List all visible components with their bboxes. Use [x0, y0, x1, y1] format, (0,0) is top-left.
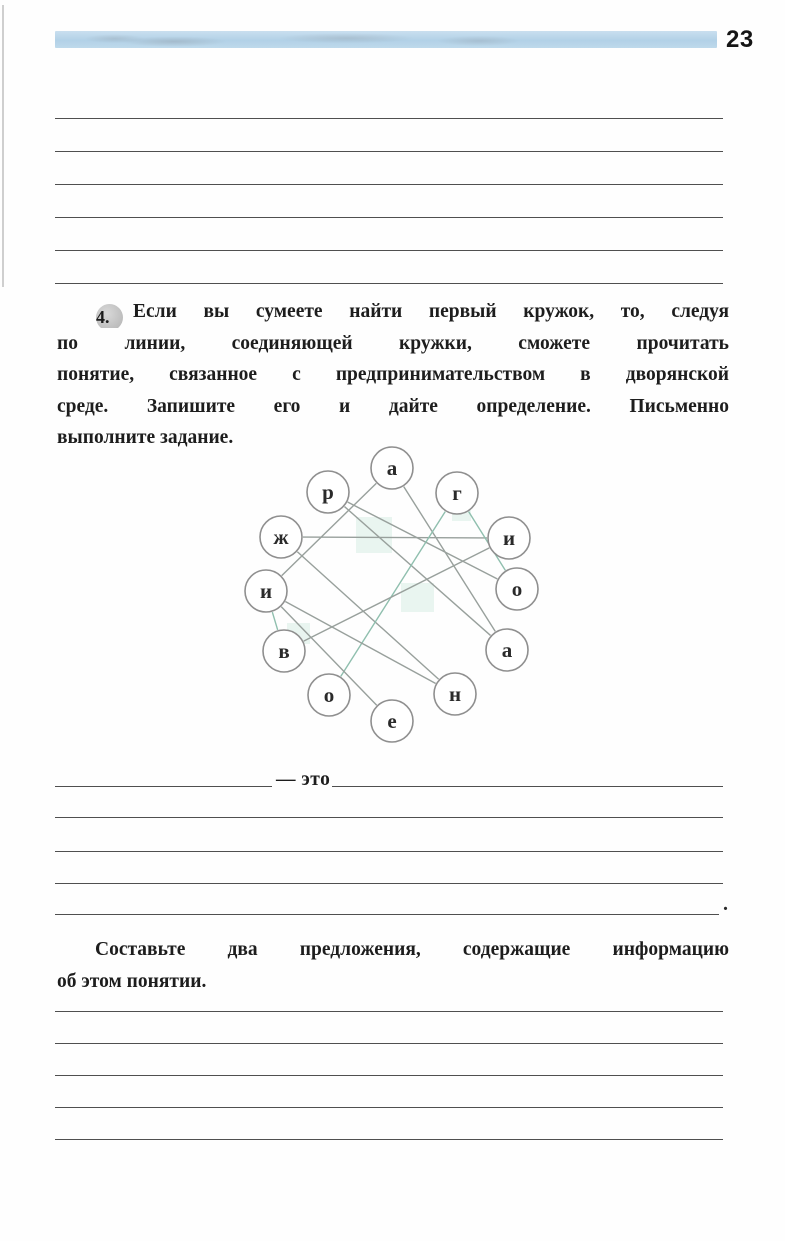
writing-line — [55, 817, 723, 818]
puzzle-letter-circle — [371, 447, 413, 489]
writing-line — [55, 1043, 723, 1044]
puzzle-letter-circle — [245, 570, 287, 612]
puzzle-connector-line — [272, 612, 277, 630]
puzzle-letter: г — [452, 481, 462, 505]
task-text-line: выполните задание. — [57, 427, 234, 448]
writing-line — [55, 118, 723, 119]
print-highlight-blob — [401, 583, 434, 612]
puzzle-letter: о — [323, 683, 335, 707]
writing-line — [55, 151, 723, 152]
puzzle-letter: н — [448, 682, 462, 706]
puzzle-letter-circle — [434, 673, 476, 715]
writing-line — [55, 883, 723, 884]
puzzle-letter-circle — [436, 472, 478, 514]
puzzle-letter: а — [501, 638, 513, 662]
task-text-line: 4. Если вы сумеете найти первый кружок, то, следуя — [57, 296, 729, 328]
task-text-line: по линии, соединяющей кружки, сможете прочитать — [57, 332, 729, 354]
task-number-badge: 4. — [96, 304, 123, 328]
task-text-line: среде. Запишите его и дайте определение. Письменно — [57, 395, 729, 417]
sentence-end-period: . — [723, 893, 728, 915]
letter-puzzle-diagram — [225, 425, 565, 755]
writing-line — [55, 1139, 723, 1140]
puzzle-letter: р — [322, 480, 334, 504]
writing-line — [55, 1107, 723, 1108]
page-number: 23 — [726, 26, 754, 53]
puzzle-letter-circle — [486, 629, 528, 671]
writing-line — [332, 786, 723, 787]
writing-line — [55, 914, 719, 915]
page-edge-line — [2, 5, 4, 287]
puzzle-letter-circle — [371, 700, 413, 742]
puzzle-letter: и — [259, 579, 273, 603]
task2-paragraph — [57, 934, 729, 997]
puzzle-letter-circle — [308, 674, 350, 716]
writing-line — [55, 786, 272, 787]
puzzle-letter-circle — [307, 471, 349, 513]
puzzle-letter: а — [386, 456, 398, 480]
eto-label: — это — [276, 769, 331, 790]
writing-line — [55, 250, 723, 251]
writing-line — [55, 184, 723, 185]
puzzle-letter-circle — [260, 516, 302, 558]
puzzle-letter: е — [387, 709, 397, 733]
task-text-line: Составьте два предложения, содержащие информацию — [95, 939, 729, 960]
puzzle-letter-circle — [488, 517, 530, 559]
puzzle-letter: ж — [273, 525, 289, 549]
puzzle-connector-line — [344, 507, 490, 636]
header-decoration-bar — [55, 31, 717, 48]
writing-line — [55, 217, 723, 218]
writing-line — [55, 851, 723, 852]
writing-line — [55, 283, 723, 284]
task-text-line: понятие, связанное с предпринимательством в дворянской — [57, 364, 729, 385]
puzzle-letter: о — [511, 577, 523, 601]
writing-line — [55, 1011, 723, 1012]
puzzle-letter-circle — [496, 568, 538, 610]
task-text-line: об этом понятии. — [57, 970, 207, 992]
puzzle-letter-circle — [263, 630, 305, 672]
writing-line — [55, 1075, 723, 1076]
puzzle-letter: и — [502, 526, 516, 550]
puzzle-connector-line — [303, 537, 487, 538]
puzzle-letter: в — [278, 639, 290, 663]
